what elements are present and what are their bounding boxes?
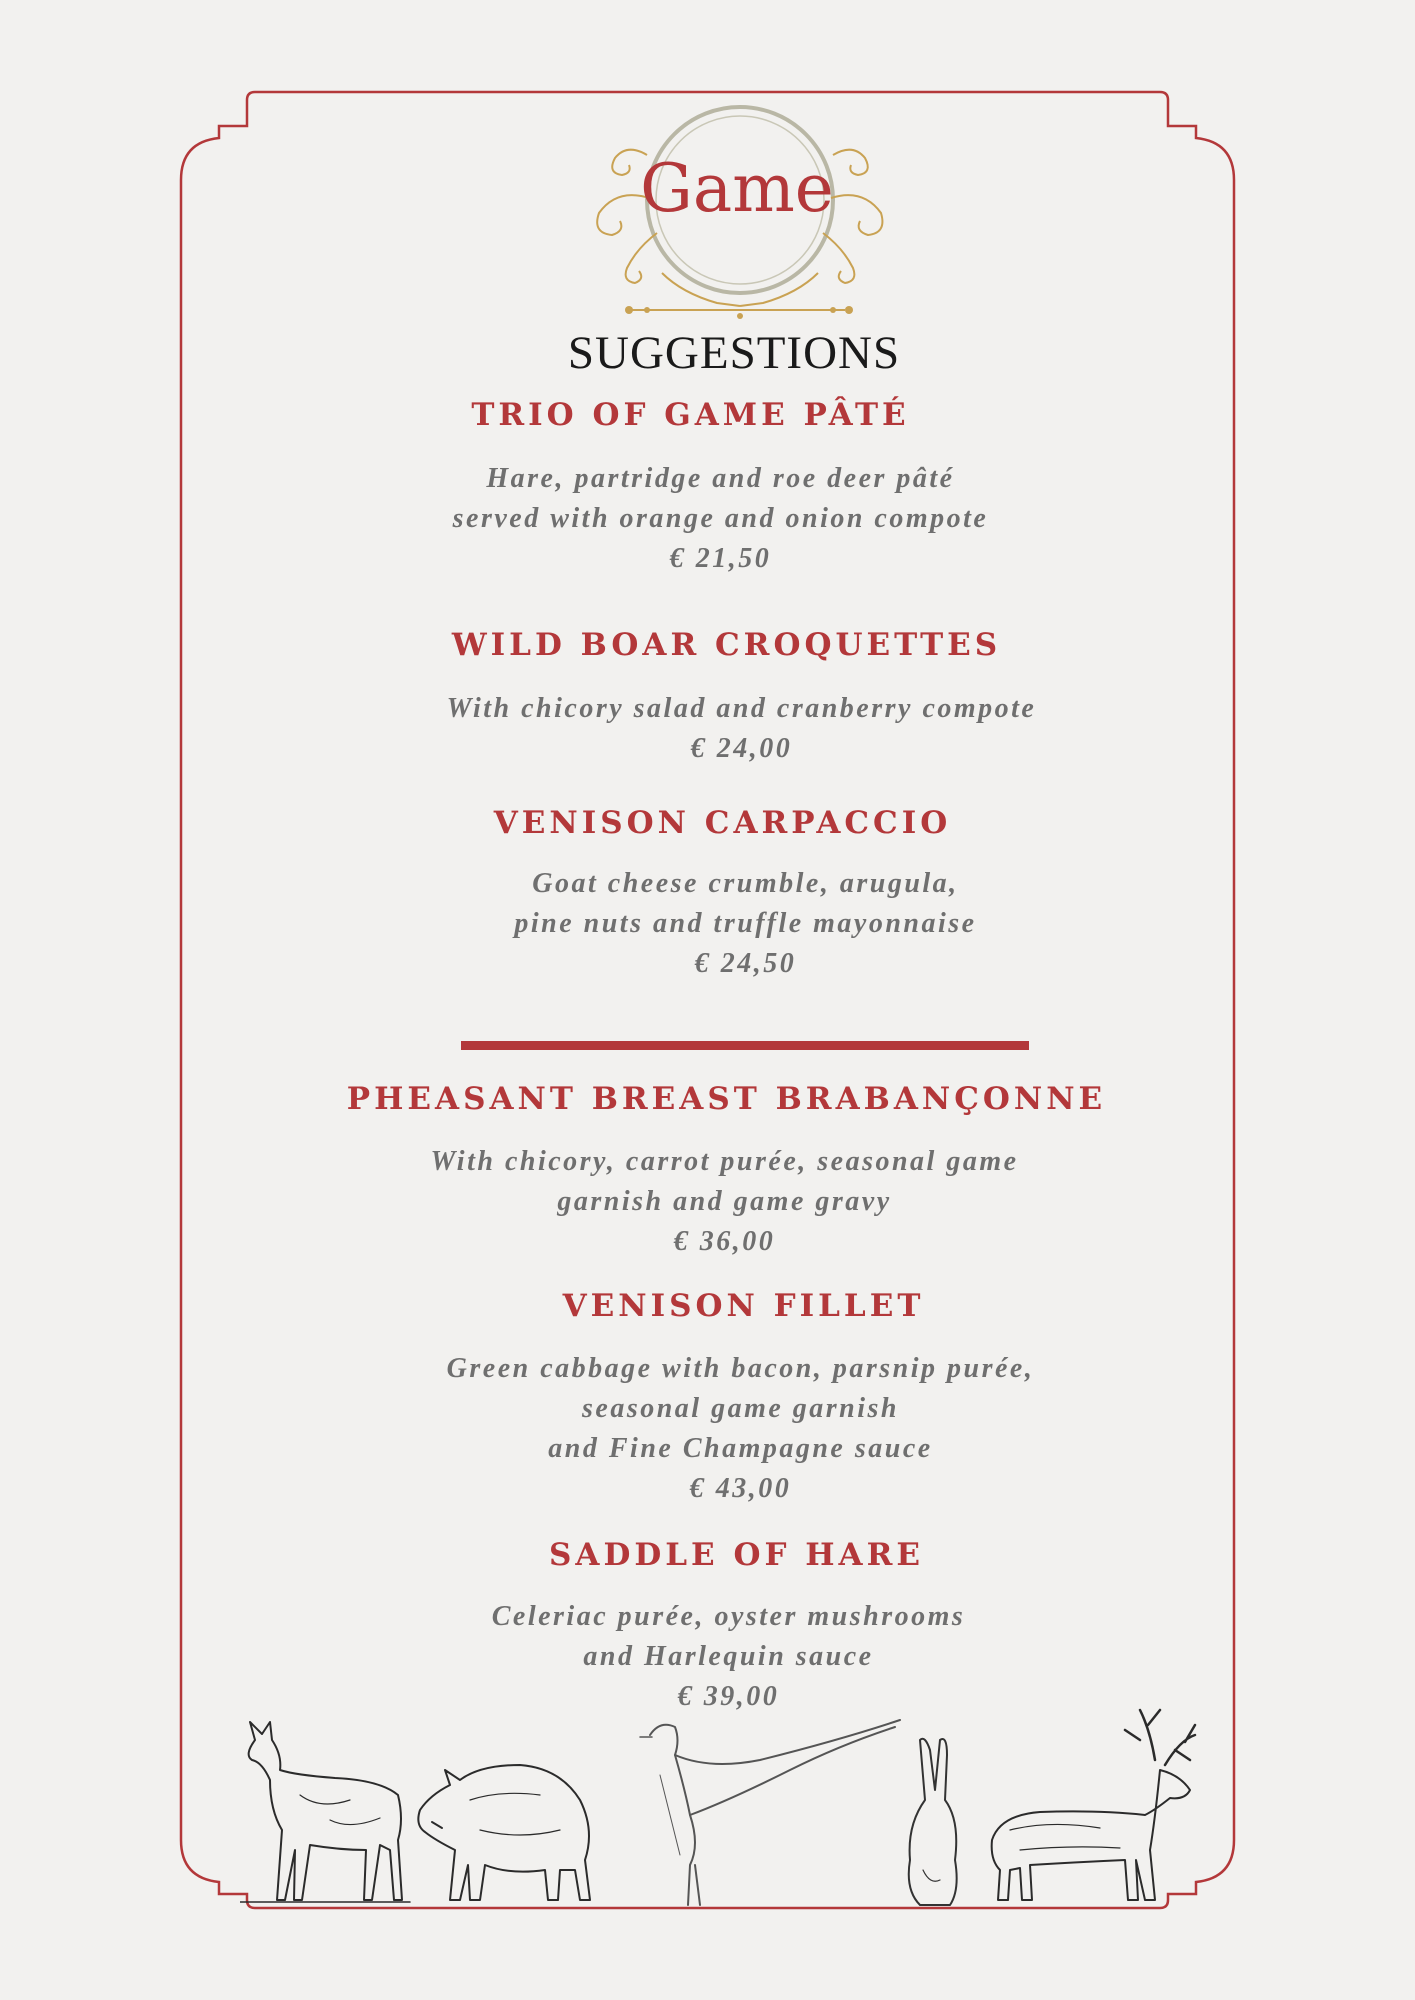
dish-description-line: Hare, partridge and roe deer pâté [486,463,955,494]
dish-name: SADDLE OF HARE [549,1537,924,1573]
dish-description [17,1142,1415,1262]
dish-description-line: served with orange and onion compote [452,503,989,534]
dish-price: € 43,00 [689,1473,792,1504]
dish-price: € 39,00 [677,1681,780,1712]
dish-description-line: With chicory salad and cranberry compote [446,693,1037,724]
dish-description-line: Goat cheese crumble, arugula, [532,868,959,899]
dish-description-line: pine nuts and truffle mayonnaise [514,908,977,939]
dish-description [38,864,1415,984]
dish-description-line: and Harlequin sauce [583,1641,874,1672]
dish-description-line: Celeriac purée, oyster mushrooms [491,1601,966,1632]
dish-name: WILD BOAR CROQUETTES [451,627,1002,663]
pheasant-icon [640,1720,900,1905]
dish-name: PHEASANT BREAST BRABANÇONNE [346,1081,1107,1117]
dish-price: € 24,00 [690,733,793,764]
dish-price: € 24,50 [694,948,797,979]
dish-description [13,459,1415,579]
menu-title: Game [640,150,834,227]
dish-description-line: seasonal game garnish [582,1393,899,1424]
dish-description [21,1597,1415,1717]
dish-price: € 21,50 [669,543,772,574]
dish-description-line: and Fine Champagne sauce [548,1433,933,1464]
dish-description [33,1349,1415,1509]
dish-name: TRIO OF GAME PÂTÉ [471,397,910,433]
dish-description-line: Green cabbage with bacon, parsnip purée, [446,1353,1035,1384]
dish-price: € 36,00 [673,1226,776,1257]
hare-icon [909,1739,957,1905]
section-divider [461,1041,1029,1050]
dish-description-line: garnish and game gravy [557,1186,892,1217]
dish-name: VENISON CARPACCIO [493,805,952,841]
stag-icon [992,1710,1195,1900]
menu-subtitle: SUGGESTIONS [567,327,901,379]
deer-icon [240,1722,410,1902]
animal-illustrations [240,1700,1200,1910]
wild-boar-icon [418,1765,590,1900]
dish-description-line: With chicory, carrot purée, seasonal game [430,1146,1019,1177]
dish-description [34,689,1415,769]
dish-name: VENISON FILLET [562,1288,925,1324]
